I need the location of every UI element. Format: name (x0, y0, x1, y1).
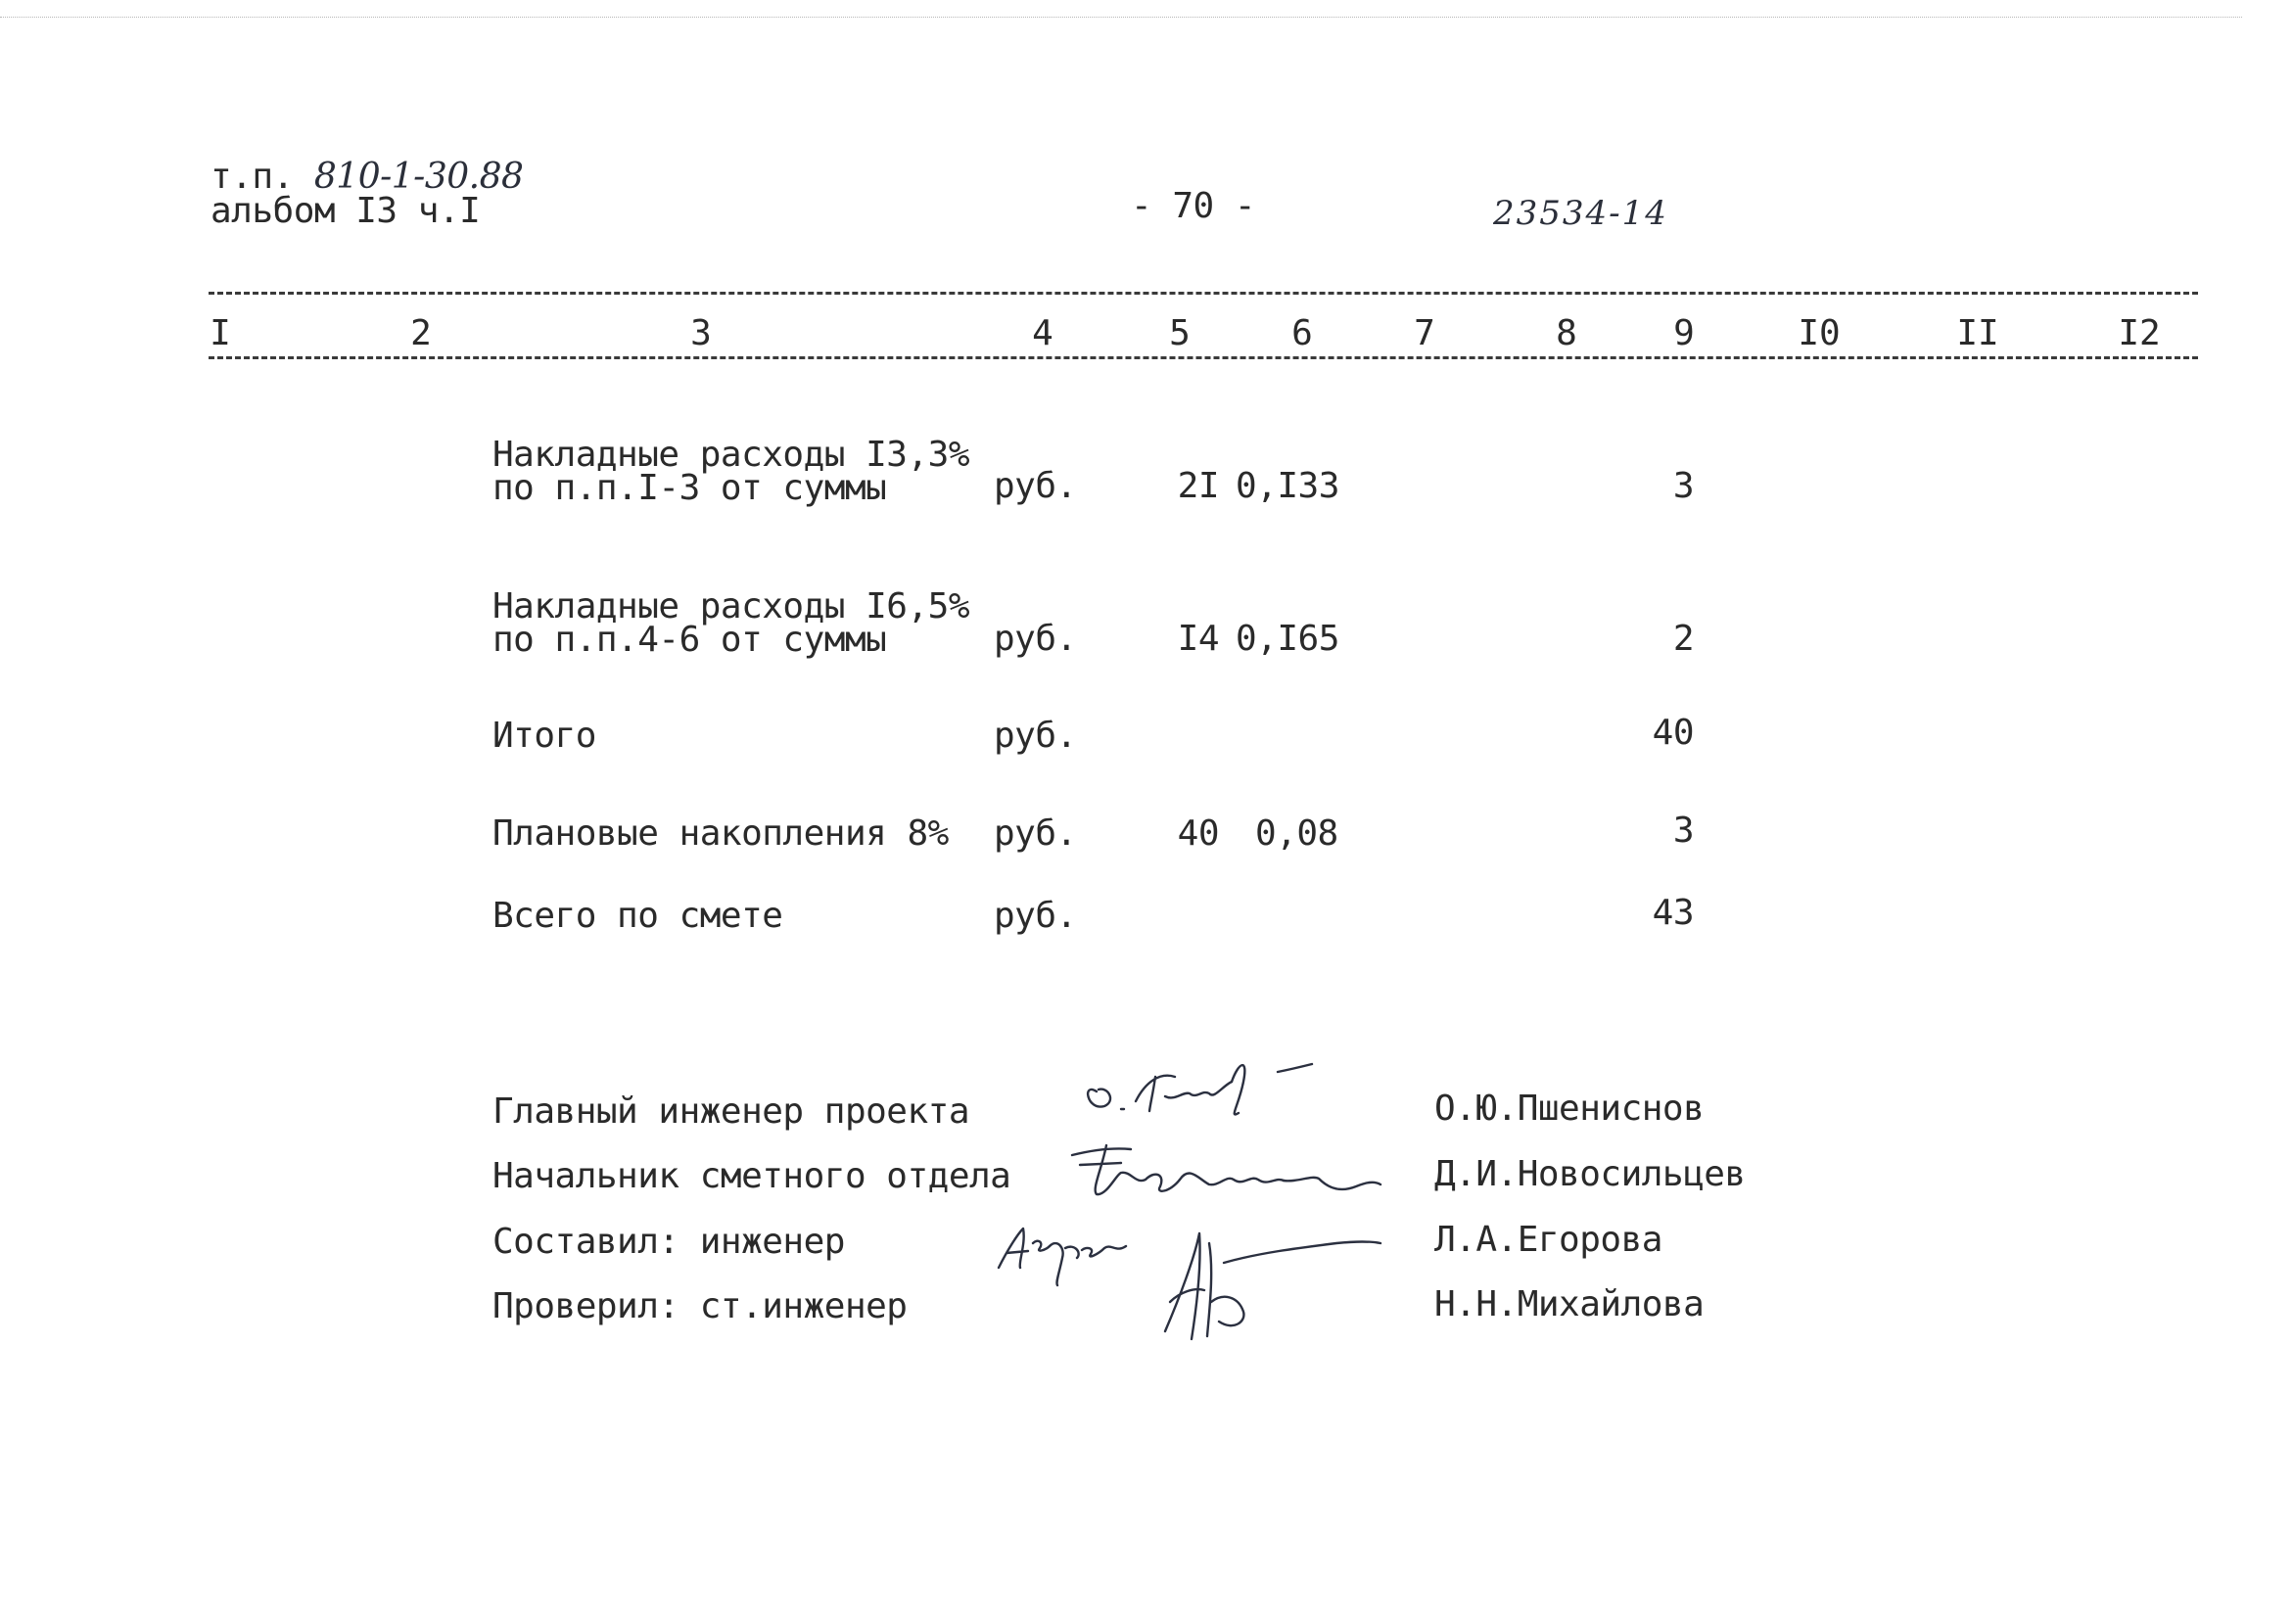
signature-role: Начальник сметного отдела (492, 1156, 1011, 1196)
signature-name: Л.А.Егорова (1434, 1220, 1662, 1260)
signature-role: Главный инженер проекта (492, 1091, 969, 1132)
col-num-7: 7 (1414, 313, 1435, 353)
row-unit: руб. (994, 466, 1077, 506)
col-num-2: 2 (410, 313, 432, 353)
page-number: - 70 - (1131, 186, 1256, 226)
row-col6: 0,08 (1255, 813, 1338, 854)
signature-compiler (989, 1219, 1146, 1287)
row-unit: руб. (994, 716, 1077, 756)
row-col6: 0,I33 (1236, 466, 1339, 506)
tp-number: 810-1-30.88 (313, 157, 524, 197)
scan-edge-line (0, 17, 2242, 18)
signature-chief-engineer (1067, 1043, 1341, 1131)
signature-name: Д.И.Новосильцев (1434, 1154, 1746, 1194)
col-num-9: 9 (1673, 313, 1695, 353)
signature-name: О.Ю.Пшениснов (1434, 1089, 1705, 1129)
row-unit: руб. (994, 813, 1077, 854)
row-col6: 0,I65 (1236, 619, 1339, 659)
signature-estimate-head (1062, 1136, 1385, 1214)
col-num-11: II (1956, 313, 1999, 353)
col-num-12: I2 (2118, 313, 2161, 353)
album-label: альбом I3 ч.I (211, 191, 481, 231)
row-col9: 3 (1672, 466, 1694, 506)
signature-role: Проверил: ст.инженер (492, 1286, 908, 1326)
row-col9: 40 (1652, 713, 1694, 753)
col-num-5: 5 (1169, 313, 1191, 353)
col-num-4: 4 (1032, 313, 1053, 353)
row-description-line1: Всего по смете (492, 896, 783, 936)
doc-code: 23534-14 (1493, 194, 1668, 233)
signature-checker (1141, 1224, 1395, 1351)
row-description-line2: по п.п.I-3 от суммы (492, 468, 887, 508)
row-col5: I4 (1177, 619, 1219, 659)
row-description-line1: Накладные расходы I6,5% (492, 586, 969, 626)
row-description-line1: Накладные расходы I3,3% (492, 435, 969, 475)
header-top-rule (209, 292, 2198, 295)
row-description-line1: Плановые накопления 8% (492, 813, 949, 854)
row-unit: руб. (994, 896, 1077, 936)
col-num-3: 3 (690, 313, 712, 353)
signature-name: Н.Н.Михайлова (1434, 1284, 1705, 1324)
row-col5: 40 (1177, 813, 1219, 854)
row-description-line2: по п.п.4-6 от суммы (492, 620, 887, 660)
tp-label: т.п. (211, 157, 294, 197)
row-description-line1: Итого (492, 716, 596, 756)
row-col9: 2 (1672, 619, 1694, 659)
col-num-8: 8 (1556, 313, 1577, 353)
header-bottom-rule (209, 356, 2198, 359)
col-num-10: I0 (1798, 313, 1841, 353)
signature-role: Составил: инженер (492, 1222, 845, 1262)
row-col9: 3 (1672, 811, 1694, 851)
row-col9: 43 (1652, 893, 1694, 933)
col-num-6: 6 (1291, 313, 1313, 353)
row-col5: 2I (1177, 466, 1219, 506)
row-unit: руб. (994, 619, 1077, 659)
col-num-1: I (210, 313, 231, 353)
